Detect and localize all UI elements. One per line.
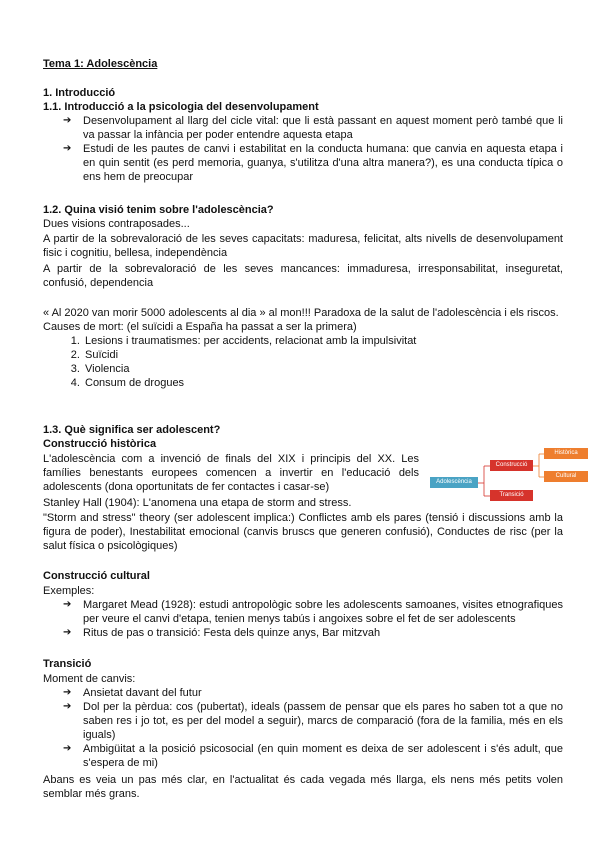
- section-1-1-heading: 1.1. Introducció a la psicologia del desenvolupament: [43, 101, 319, 113]
- list-item: 1. Lesions i traumatismes: per accidents, relacionat amb la impulsivitat: [83, 334, 563, 348]
- list-item: ➔ Ansietat davant del futur: [63, 686, 563, 700]
- section-1-2-intro: Dues visions contraposades...: [43, 218, 190, 230]
- transition-heading: Transició: [43, 658, 92, 670]
- transition-bullets: [43, 686, 563, 770]
- cultural-node: Cultural: [544, 471, 588, 482]
- document-title: Tema 1: Adolescència: [43, 58, 158, 70]
- section-1-heading: 1. Introducció: [43, 87, 116, 99]
- section-1-1-bullets: [43, 114, 563, 184]
- cultural-construction-heading: Construcció cultural: [43, 570, 150, 582]
- list-item: ➔ Desenvolupament al llarg del cicle vital: que li està passant en aquest moment però també que li va passar la infància per poder entendre aquesta etapa: [63, 114, 563, 142]
- historical-construction-heading: Construcció històrica: [43, 438, 157, 450]
- closing-paragraph: Abans es veia un pas més clar, en l'actualitat és cada vegada més llarga, els nens més petits volen semblar més grans.: [43, 774, 563, 800]
- storm-and-stress-paragraph: "Storm and stress" theory (ser adolescent implica:) Conflictes amb els pares (tensió i discussions amb la figura de poder), Inestabilitat emocional (canvis bruscs que generen confusió), Conductes de risc (per la salut física o psicològiques): [43, 512, 563, 552]
- cultural-intro: Exemples:: [43, 585, 95, 597]
- construction-node: Construcció: [490, 460, 533, 471]
- adolescence-node: Adolescència: [430, 477, 478, 488]
- transition-node: Transició: [490, 490, 533, 501]
- list-item: ➔ Ambigüitat a la posició psicosocial (en quin moment es deixa de ser adolescent i s'és adult, que s'espera de mi): [63, 742, 563, 770]
- historical-paragraph: L'adolescència com a invenció de finals del XIX i principis del XX. Les famílies benestants europees comencen a invertir en l'educació dels adolescents (dona oportunitats de fer contactes i casar-se): [43, 453, 419, 493]
- section-1-2-heading: 1.2. Quina visió tenim sobre l'adolescència?: [43, 204, 274, 216]
- transition-intro: Moment de canvis:: [43, 673, 136, 685]
- list-item: ➔ Dol per la pèrdua: cos (pubertat), ideals (passem de pensar que els pares ho saben tot a que no saben res i jo tot, es per del model a seguir), marcs de comparació (fora de la familia, més en els iguals): [63, 700, 563, 742]
- list-item: 4. Consum de drogues: [83, 376, 563, 390]
- list-item: ➔ Estudi de les pautes de canvi i estabilitat en la conducta humana: que canvia en aquesta etapa i en quin sentit (es perd memoria, guanya, s'utilitza d'una altra manera?), es una conducta típica o ens hem de preocupar: [63, 142, 563, 184]
- concept-map-diagram: [430, 446, 590, 506]
- section-1-2-paragraph-1: A partir de la sobrevaloració de les seves capacitats: maduresa, felicitat, alts nivells de desenvolupament fisic i cognitiu, bellesa, independència: [43, 233, 563, 259]
- cultural-bullets: [43, 598, 563, 640]
- section-1-2-quote: « Al 2020 van morir 5000 adolescents al dia » al mon!!! Paradoxa de la salut de l'adolescència i els riscos.: [43, 307, 559, 319]
- section-1-2-paragraph-2: A partir de la sobrevaloració de les seves mancances: immaduresa, irresponsabilitat, inseguretat, confusió, dependencia: [43, 263, 563, 289]
- list-item: ➔ Margaret Mead (1928): estudi antropològic sobre les adolescents samoanes, visites etnografiques per veure el canvi d'etapa, tenien menys tabús i angoixes sobre el fet de ser adolescents: [63, 598, 563, 626]
- section-1-3-heading: 1.3. Què significa ser adolescent?: [43, 424, 221, 436]
- causes-list: [43, 334, 563, 390]
- list-item: 2. Suïcidi: [83, 348, 563, 362]
- list-item: 3. Violencia: [83, 362, 563, 376]
- stanley-hall-line: Stanley Hall (1904): L'anomena una etapa de storm and stress.: [43, 497, 352, 509]
- section-1-2-causes: Causes de mort: (el suïcidi a España ha passat a ser la primera): [43, 321, 357, 333]
- historical-node: Històrica: [544, 448, 588, 459]
- list-item: ➔ Ritus de pas o transició: Festa dels quinze anys, Bar mitzvah: [63, 626, 563, 640]
